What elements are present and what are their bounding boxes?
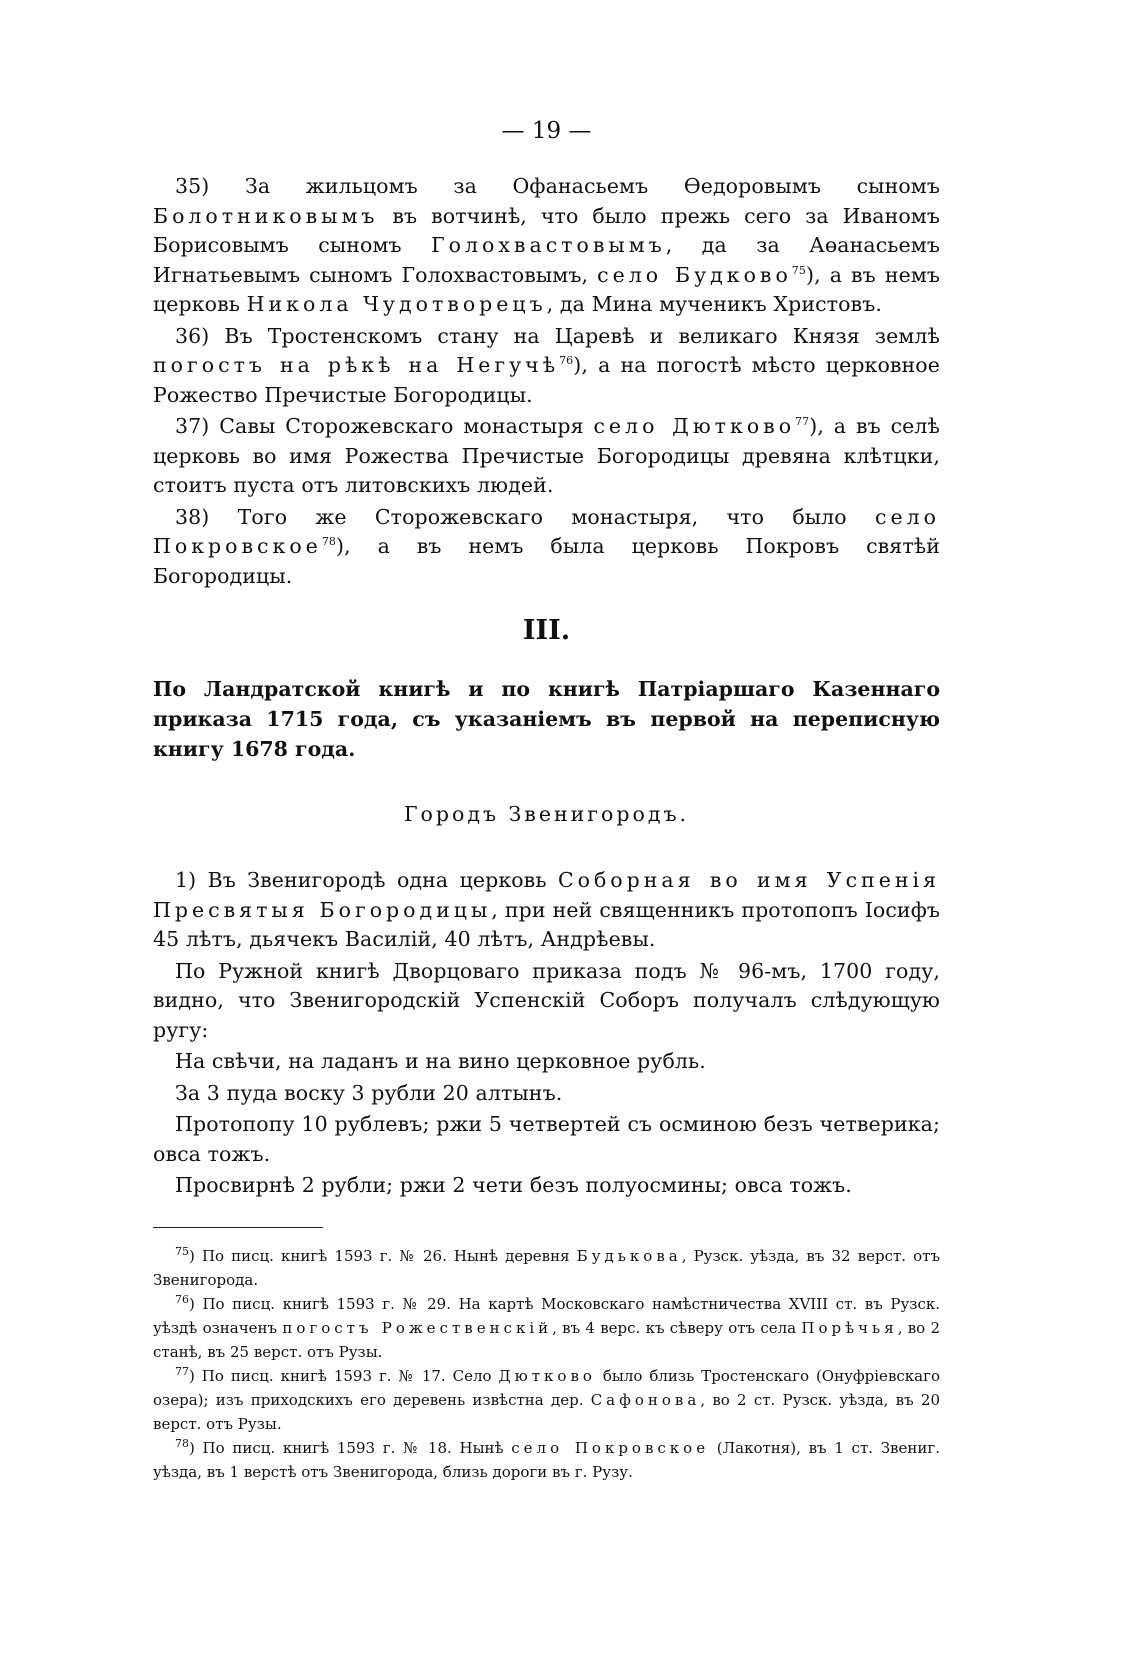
spaced-text: Порѣчья <box>801 1318 898 1337</box>
footnote-number: 77 <box>175 1364 189 1378</box>
text-run: , во 2 станѣ, въ 25 верст. отъ Рузы. <box>153 1318 940 1361</box>
body-paragraph <box>153 1171 940 1201</box>
spaced-text: Соборная во имя Успенія Пресвятыя Богородицы <box>153 868 940 922</box>
text-run: 1) Въ Звенигородѣ одна церковь <box>175 868 558 892</box>
text-run: ) По писц. книгѣ 1593 г. № 26. Нынѣ деревня <box>189 1246 577 1265</box>
body-paragraph <box>153 957 940 1046</box>
spaced-text: село Покровское <box>153 504 940 558</box>
text-run: ) По писц. книгѣ 1593 г. № 29. На картѣ Московскаго намѣстничества XVIII ст. въ Рузск. уѣздѣ означенъ <box>153 1294 940 1337</box>
footnote-ref: 78 <box>321 535 337 549</box>
entry-number: 38) <box>175 504 210 529</box>
text-run: Савы Сторожевскаго монастыря <box>209 414 594 438</box>
text-run: , да Мина мученикъ Христовъ. <box>546 292 882 316</box>
footnote-ref: 77 <box>795 415 810 429</box>
entry-number: 37) <box>175 414 210 438</box>
footnote <box>153 1292 940 1364</box>
body-paragraph <box>153 1079 940 1109</box>
footnote-number: 75 <box>175 1244 189 1258</box>
page-number: — 19 — <box>501 118 592 144</box>
body-paragraph <box>153 866 940 955</box>
footnote-divider <box>153 1227 323 1228</box>
spaced-text: Голохвастовымъ <box>431 233 666 257</box>
spaced-text: Болотниковымъ <box>153 203 379 228</box>
text-run: Протопопу 10 рублевъ; ржи 5 четвертей съ осминою безъ четверика; овса тожъ. <box>153 1112 940 1166</box>
text-run: ) По писц. книгѣ 1593 г. № 17. Село <box>189 1366 499 1385</box>
spaced-text: село Дютково <box>593 414 796 438</box>
spaced-text: Никола Чудотворецъ <box>246 292 547 316</box>
spaced-text: Будькова <box>576 1246 682 1265</box>
footnote <box>153 1436 940 1484</box>
text-run: ), а въ немъ церковь <box>153 262 941 316</box>
footnote <box>153 1364 940 1436</box>
section-heading: По Ландратской книгѣ и по книгѣ Патріаршаго Казеннаго приказа 1715 года, съ указаніемъ въ первой на переписную книгу 1678 года. <box>153 677 940 761</box>
text-run: ), а въ немъ была церковь Покровъ святѣй Богородицы. <box>153 534 940 588</box>
entries-section <box>153 172 940 591</box>
text-run: ), а на погостѣ мѣсто церковное Рожество Пречистые Богородицы. <box>153 353 940 407</box>
footnote-number: 76 <box>175 1292 189 1306</box>
document-page <box>153 118 940 1484</box>
spaced-text: село Будково <box>597 262 792 287</box>
spaced-text: село Покровское <box>511 1438 710 1457</box>
body-paragraph <box>153 1110 940 1169</box>
footnote-ref: 76 <box>559 354 574 368</box>
body-section <box>153 866 940 1201</box>
footnote <box>153 1244 940 1292</box>
footnote-number: 78 <box>175 1436 189 1450</box>
text-run: ), а въ селѣ церковь во имя Рожества Пречистые Богородицы древяна клѣтцки, стоитъ пуста отъ литовскихъ людей. <box>153 414 940 497</box>
spaced-text: погостъ Рожественскій <box>282 1318 553 1337</box>
footnotes-section <box>153 1244 940 1484</box>
text-run: За жильцомъ за Офанасьемъ Өедоровымъ сыномъ <box>209 174 940 198</box>
spaced-text: Дютково <box>498 1366 596 1385</box>
text-run: , во 2 ст. Рузск. уѣзда, въ 20 верст. отъ Рузы. <box>153 1390 940 1433</box>
text-run: ) По писц. книгѣ 1593 г. № 18. Нынѣ <box>189 1438 512 1457</box>
text-run: Того же Сторожевскаго монастыря, что было <box>209 504 876 529</box>
text-run: , въ 4 верс. къ сѣверу отъ села <box>552 1318 802 1337</box>
entry-paragraph <box>153 172 940 320</box>
text-run: Въ Тростенскомъ стану на Царевѣ и великаго Князя землѣ <box>209 323 940 348</box>
text-run: въ вотчинѣ, что было прежь сего за Иваномъ Борисовымъ сыномъ <box>153 203 940 257</box>
text-run: Просвирнѣ 2 рубли; ржи 2 чети безъ полуосмины; овса тожъ. <box>175 1173 852 1197</box>
spaced-text: погостъ на рѣкѣ на Негучѣ <box>153 353 560 377</box>
text-run: , при ней священникъ протопопъ Іосифъ 45 лѣтъ, дьячекъ Василій, 40 лѣтъ, Андрѣевы. <box>153 897 940 951</box>
body-paragraph <box>153 1047 940 1077</box>
text-run: На свѣчи, на ладанъ и на вино церковное рубль. <box>175 1049 706 1073</box>
entry-number: 36) <box>175 323 210 348</box>
entry-number: 35) <box>175 174 210 198</box>
text-run: (Лакотня), въ 1 ст. Звениг. уѣзда, въ 1 верстѣ отъ Звенигорода, близь дороги въ г. Рузу. <box>153 1438 941 1481</box>
text-run: По Ружной книгѣ Дворцоваго приказа подъ № 96-мъ, 1700 году, видно, что Звенигородскій Успенскій Соборъ получалъ слѣдующую ругу: <box>153 958 940 1042</box>
city-title: Городъ Звенигородъ. <box>403 802 690 826</box>
spaced-text: Сафонова <box>590 1390 701 1409</box>
text-run: , Рузск. уѣзда, въ 32 верст. отъ Звенигорода. <box>153 1246 941 1289</box>
footnote-ref: 75 <box>791 263 806 277</box>
entry-paragraph <box>153 503 940 592</box>
entry-paragraph <box>153 322 940 411</box>
entry-paragraph <box>153 412 940 501</box>
text-run: было близь Тростенскаго (Онуфріевскаго озера); изъ приходскихъ его деревень извѣстна дер. <box>153 1366 940 1409</box>
text-run: , да за Аөанасьемъ Игнатьевымъ сыномъ Голохвастовымъ, <box>153 233 940 287</box>
text-run: За 3 пуда воску 3 рубли 20 алтынъ. <box>175 1080 563 1105</box>
section-number: III. <box>522 615 571 646</box>
